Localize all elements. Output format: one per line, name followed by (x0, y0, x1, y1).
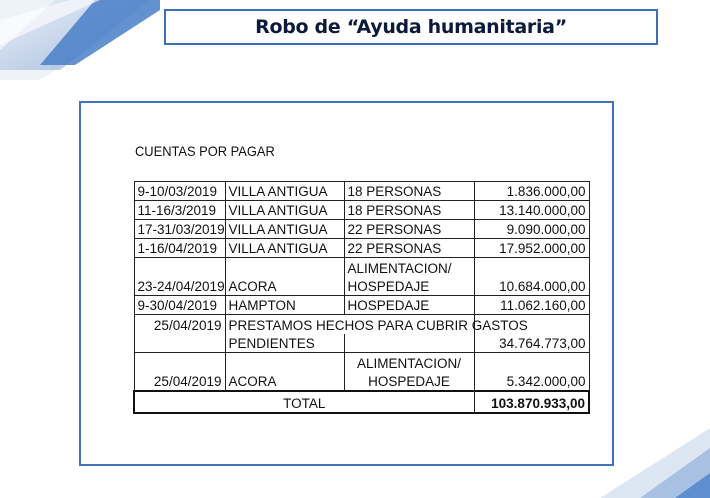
date-cell-empty (134, 353, 225, 372)
place-cell: VILLA ANTIGUA (225, 239, 344, 258)
concept-cell-line1: ALIMENTACION/ (344, 258, 474, 277)
amount-cell: 11.062.160,00 (474, 296, 589, 315)
amount-cell: 17.952.000,00 (474, 239, 589, 258)
total-row (134, 391, 589, 413)
amount-cell-empty (474, 258, 589, 277)
table-row (134, 372, 589, 391)
date-cell: 25/04/2019 (134, 315, 225, 334)
concept-cell: 22 PERSONAS (344, 220, 474, 239)
place-cell: VILLA ANTIGUA (225, 220, 344, 239)
date-cell: 9-10/03/2019 (134, 182, 225, 201)
concept-cell-line1: ALIMENTACION/ (344, 353, 474, 372)
amount-cell: 9.090.000,00 (474, 220, 589, 239)
concept-cell-line2: HOSPEDAJE (344, 277, 474, 296)
place-cell: ACORA (225, 372, 344, 391)
table-row (134, 296, 589, 315)
concept-cell-line2: HOSPEDAJE (344, 372, 474, 391)
description-cell-line2: PENDIENTES (225, 334, 344, 353)
place-cell: VILLA ANTIGUA (225, 201, 344, 220)
table-row (134, 334, 589, 353)
place-cell-empty (225, 258, 344, 277)
concept-cell: HOSPEDAJE (344, 296, 474, 315)
amount-cell: 34.764.773,00 (474, 334, 589, 353)
concept-cell: 22 PERSONAS (344, 239, 474, 258)
date-cell: 25/04/2019 (134, 372, 225, 391)
place-cell-empty (225, 353, 344, 372)
accounts-payable-table (133, 181, 590, 414)
table-row (134, 201, 589, 220)
total-amount: 103.870.933,00 (474, 391, 589, 413)
table-row (134, 239, 589, 258)
concept-cell: 18 PERSONAS (344, 201, 474, 220)
description-cell-line1: PRESTAMOS HECHOS PARA CUBRIR GASTOS (225, 315, 474, 334)
date-cell: 9-30/04/2019 (134, 296, 225, 315)
date-cell: 11-16/3/2019 (134, 201, 225, 220)
amount-cell: 5.342.000,00 (474, 372, 589, 391)
amount-cell: 10.684.000,00 (474, 277, 589, 296)
concept-cell-empty (344, 334, 474, 353)
table-row (134, 277, 589, 296)
slide-title-box (164, 9, 658, 45)
table-row (134, 353, 589, 372)
amount-cell: 13.140.000,00 (474, 201, 589, 220)
place-cell: VILLA ANTIGUA (225, 182, 344, 201)
section-label: CUENTAS POR PAGAR (135, 143, 275, 159)
place-cell: HAMPTON (225, 296, 344, 315)
date-cell: 1-16/04/2019 (134, 239, 225, 258)
date-cell-empty (134, 258, 225, 277)
place-cell: ACORA (225, 277, 344, 296)
date-cell: 17-31/03/2019 (134, 220, 225, 239)
table-row (134, 182, 589, 201)
date-cell-empty (134, 334, 225, 353)
concept-cell: 18 PERSONAS (344, 182, 474, 201)
corner-decoration-bottom-right (600, 428, 710, 498)
total-label: TOTAL (134, 391, 474, 413)
amount-cell: 1.836.000,00 (474, 182, 589, 201)
date-cell: 23-24/04/2019 (134, 277, 225, 296)
table-row (134, 315, 589, 334)
slide-title: Robo de “Ayuda humanitaria” (255, 16, 567, 38)
corner-decoration-top-left (0, 0, 160, 80)
table-row (134, 220, 589, 239)
amount-cell-empty (474, 353, 589, 372)
table-row (134, 258, 589, 277)
